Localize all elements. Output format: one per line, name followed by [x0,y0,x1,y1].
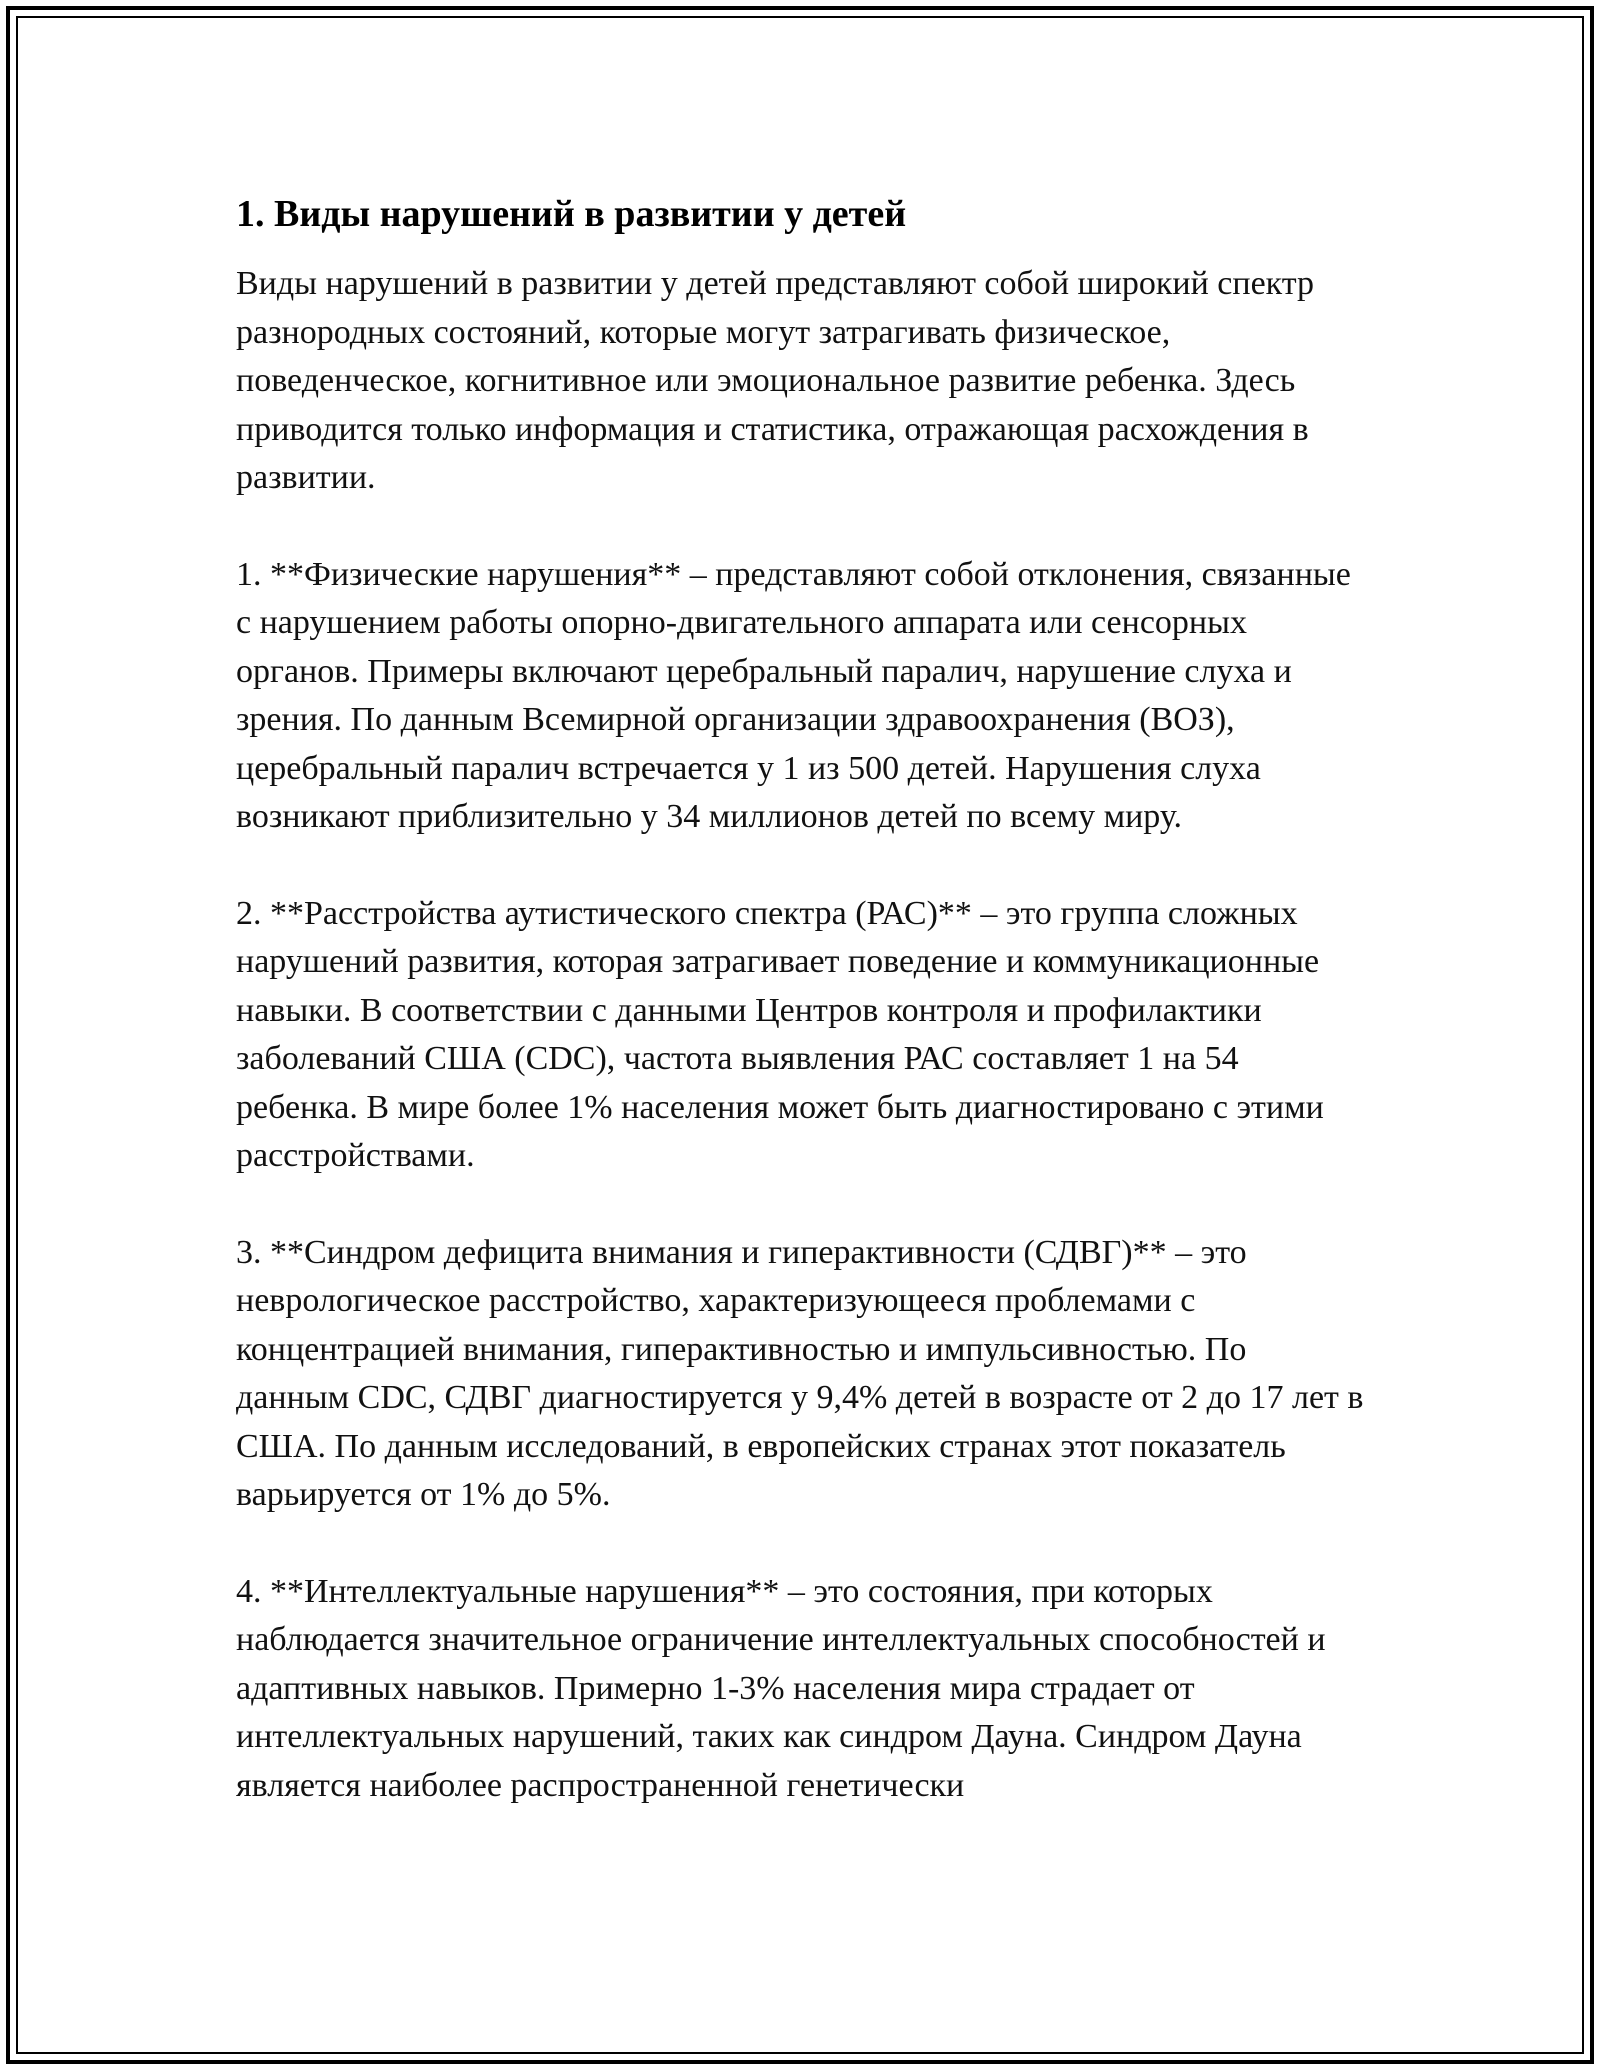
document-body [236,186,1366,1810]
intro-paragraph: Виды нарушений в развитии у детей представляют собой широкий спектр разнородных состояний, которые могут затрагивать физическое, поведенческое, когнитивное или эмоциональное развитие ребенка. Здесь приводится только информация и статистика, отражающая расхождения в развитии. [236,265,1315,496]
section-heading: 1. Виды нарушений в развитии у детей [236,193,907,235]
paragraph-intellectual-disorders: 4. **Интеллектуальные нарушения** – это состояния, при которых наблюдается значительное ограничение интеллектуальных способностей и адаптивных навыков. Примерно 1-3% населения мира страдает от интеллектуальных нарушений, таких как синдром Дауна. Синдром Дауна является наиболее распространенной генетически [236,1572,1326,1804]
paragraph-physical-disorders: 1. **Физические нарушения** – представляют собой отклонения, связанные с нарушением работы опорно-двигательного аппарата или сенсорных органов. Примеры включают церебральный паралич, нарушение слуха и зрения. По данным Всемирной организации здравоохранения (ВОЗ), церебральный паралич встречается у 1 из 500 детей. Нарушения слуха возникают приблизительно у 34 миллионов детей по всему миру. [236,555,1351,835]
paragraph-adhd: 3. **Синдром дефицита внимания и гиперактивности (СДВГ)** – это неврологическое расстройство, характеризующееся проблемами с концентрацией внимания, гиперактивностью и импульсивностью. По данным CDC, СДВГ диагностируется у 9,4% детей в возрасте от 2 до 17 лет в США. По данным исследований, в европейских странах этот показатель варьируется от 1% до 5%. [236,1233,1364,1513]
paragraph-autism-spectrum: 2. **Расстройства аутистического спектра (РАС)** – это группа сложных нарушений развития, которая затрагивает поведение и коммуникационные навыки. В соответствии с данными Центров контроля и профилактики заболеваний США (CDC), частота выявления РАС составляет 1 на 54 ребенка. В мире более 1% населения может быть диагностировано с этими расстройствами. [236,894,1324,1174]
